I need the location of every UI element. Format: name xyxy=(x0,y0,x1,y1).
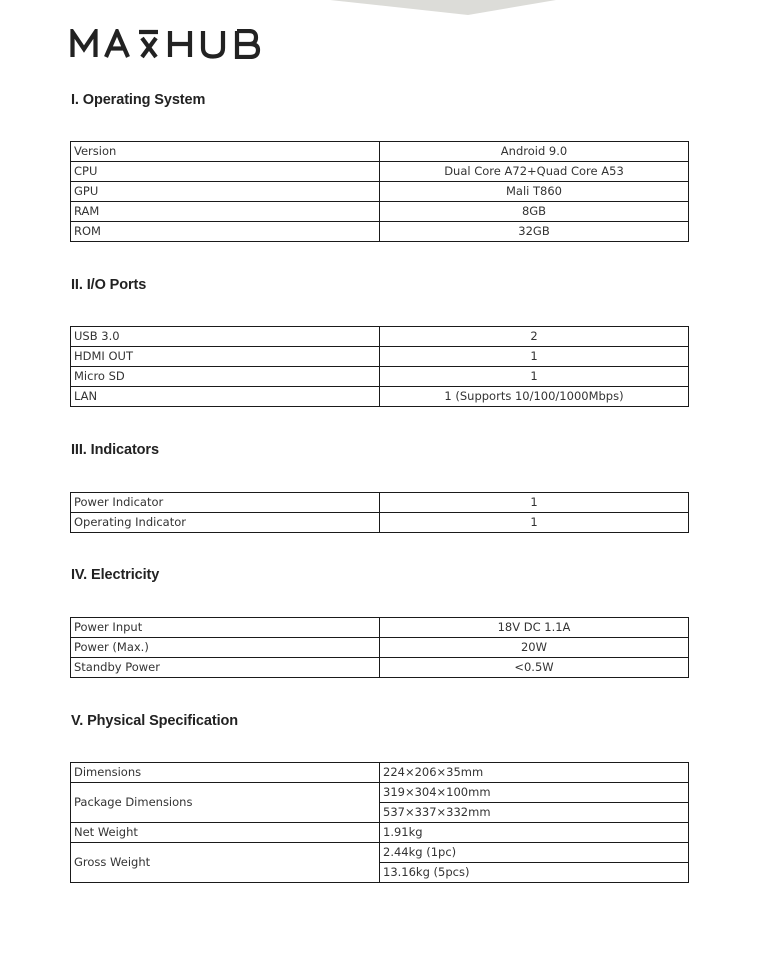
spec-value: Dual Core A72+Quad Core A53 xyxy=(380,162,689,182)
table-row xyxy=(71,763,689,783)
operating-system-table xyxy=(70,141,689,242)
table-row xyxy=(71,347,689,367)
table-row xyxy=(71,142,689,162)
spec-label: CPU xyxy=(71,162,380,182)
spec-value: 1 xyxy=(380,347,689,367)
spec-value: 1 xyxy=(380,513,689,533)
table-row xyxy=(71,513,689,533)
spec-label: Micro SD xyxy=(71,367,380,387)
spec-label: ROM xyxy=(71,222,380,242)
header-chevron-shape xyxy=(0,0,759,20)
table-row xyxy=(71,222,689,242)
table-row xyxy=(71,327,689,347)
section-title-operating-system: I. Operating System xyxy=(71,92,206,108)
spec-label: USB 3.0 xyxy=(71,327,380,347)
table-row xyxy=(71,162,689,182)
spec-label: Power Input xyxy=(71,618,380,638)
table-row xyxy=(71,783,689,803)
table-row xyxy=(71,387,689,407)
spec-value: 2 xyxy=(380,327,689,347)
spec-label: Standby Power xyxy=(71,658,380,678)
section-title-physical-specification: V. Physical Specification xyxy=(71,713,239,729)
maxhub-logo-icon xyxy=(70,29,262,59)
brand-logo xyxy=(70,29,262,63)
spec-value: Android 9.0 xyxy=(380,142,689,162)
section-title-io-ports: II. I/O Ports xyxy=(71,277,147,293)
spec-value: 224×206×35mm xyxy=(380,763,689,783)
spec-label: Power Indicator xyxy=(71,493,380,513)
table-row xyxy=(71,823,689,843)
spec-label: RAM xyxy=(71,202,380,222)
spec-label: Operating Indicator xyxy=(71,513,380,533)
spec-label: GPU xyxy=(71,182,380,202)
table-row xyxy=(71,843,689,863)
table-row xyxy=(71,658,689,678)
spec-value: 13.16kg (5pcs) xyxy=(380,863,689,883)
spec-value: 8GB xyxy=(380,202,689,222)
spec-value: 32GB xyxy=(380,222,689,242)
table-row xyxy=(71,618,689,638)
table-row xyxy=(71,182,689,202)
spec-value: 2.44kg (1pc) xyxy=(380,843,689,863)
spec-value: 18V DC 1.1A xyxy=(380,618,689,638)
electricity-table xyxy=(70,617,689,678)
spec-value: Mali T860 xyxy=(380,182,689,202)
section-title-indicators: III. Indicators xyxy=(71,442,159,458)
spec-value: 20W xyxy=(380,638,689,658)
table-row xyxy=(71,638,689,658)
table-row xyxy=(71,367,689,387)
spec-label: LAN xyxy=(71,387,380,407)
physical-specification-table xyxy=(70,762,689,883)
table-row xyxy=(71,202,689,222)
spec-value: 537×337×332mm xyxy=(380,803,689,823)
spec-label: Package Dimensions xyxy=(71,783,380,823)
spec-label: Dimensions xyxy=(71,763,380,783)
io-ports-table xyxy=(70,326,689,407)
table-row xyxy=(71,493,689,513)
spec-value: 1 xyxy=(380,367,689,387)
spec-value: 319×304×100mm xyxy=(380,783,689,803)
spec-value: <0.5W xyxy=(380,658,689,678)
spec-label: Version xyxy=(71,142,380,162)
indicators-table xyxy=(70,492,689,533)
spec-label: Power (Max.) xyxy=(71,638,380,658)
spec-value: 1 xyxy=(380,493,689,513)
spec-value: 1.91kg xyxy=(380,823,689,843)
spec-label: Net Weight xyxy=(71,823,380,843)
spec-label: Gross Weight xyxy=(71,843,380,883)
section-title-electricity: IV. Electricity xyxy=(71,567,160,583)
spec-value: 1 (Supports 10/100/1000Mbps) xyxy=(380,387,689,407)
spec-label: HDMI OUT xyxy=(71,347,380,367)
